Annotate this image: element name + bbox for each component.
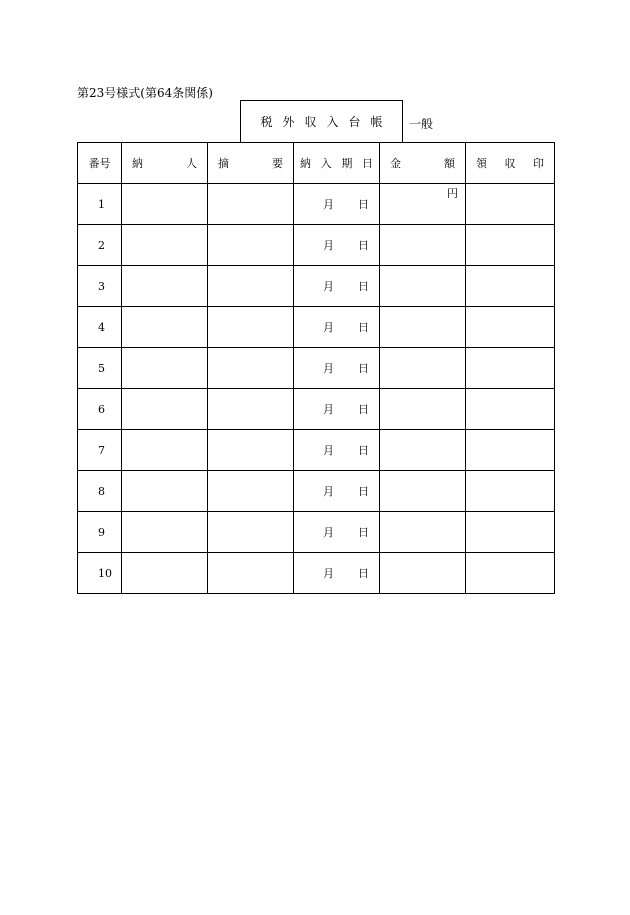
header-row xyxy=(78,143,555,184)
amount-cell[interactable] xyxy=(380,266,466,307)
day-label: 日 xyxy=(358,198,369,211)
day-label: 日 xyxy=(358,239,369,252)
row-number: 3 xyxy=(78,266,122,307)
row-number: 6 xyxy=(78,389,122,430)
description-cell[interactable] xyxy=(208,430,294,471)
day-label: 日 xyxy=(358,567,369,580)
payment-date-cell[interactable] xyxy=(294,430,380,471)
table-row xyxy=(78,307,555,348)
yen-unit-label: 円 xyxy=(447,187,458,200)
day-label: 日 xyxy=(358,403,369,416)
ledger-title-suffix: 一般 xyxy=(409,117,434,131)
amount-cell[interactable] xyxy=(380,307,466,348)
table-row xyxy=(78,348,555,389)
row-number: 5 xyxy=(78,348,122,389)
header-payer: 納人 xyxy=(122,143,208,184)
description-cell[interactable] xyxy=(208,225,294,266)
row-number: 4 xyxy=(78,307,122,348)
ledger-table xyxy=(77,142,555,594)
payer-cell[interactable] xyxy=(122,184,208,225)
receipt-seal-cell[interactable] xyxy=(466,389,555,430)
description-cell[interactable] xyxy=(208,471,294,512)
month-label: 月 xyxy=(323,321,334,334)
header-receipt-seal: 領収印 xyxy=(466,143,555,184)
description-cell[interactable] xyxy=(208,553,294,594)
day-label: 日 xyxy=(358,321,369,334)
day-label: 日 xyxy=(358,485,369,498)
payment-date-cell[interactable] xyxy=(294,512,380,553)
day-label: 日 xyxy=(358,526,369,539)
amount-cell[interactable] xyxy=(380,348,466,389)
table-row xyxy=(78,471,555,512)
payer-cell[interactable] xyxy=(122,471,208,512)
description-cell[interactable] xyxy=(208,512,294,553)
payer-cell[interactable] xyxy=(122,389,208,430)
payment-date-cell[interactable] xyxy=(294,471,380,512)
amount-cell[interactable] xyxy=(380,225,466,266)
form-number-label: 第23号様式(第64条関係) xyxy=(77,86,213,100)
description-cell[interactable] xyxy=(208,389,294,430)
amount-cell[interactable] xyxy=(380,430,466,471)
table-row xyxy=(78,430,555,471)
description-cell[interactable] xyxy=(208,184,294,225)
row-number: 7 xyxy=(78,430,122,471)
payer-cell[interactable] xyxy=(122,307,208,348)
payment-date-cell[interactable] xyxy=(294,553,380,594)
row-number: 9 xyxy=(78,512,122,553)
row-number: 1 xyxy=(78,184,122,225)
receipt-seal-cell[interactable] xyxy=(466,512,555,553)
receipt-seal-cell[interactable] xyxy=(466,430,555,471)
description-cell[interactable] xyxy=(208,348,294,389)
payment-date-cell[interactable] xyxy=(294,348,380,389)
month-label: 月 xyxy=(323,280,334,293)
month-label: 月 xyxy=(323,444,334,457)
receipt-seal-cell[interactable] xyxy=(466,553,555,594)
receipt-seal-cell[interactable] xyxy=(466,225,555,266)
payer-cell[interactable] xyxy=(122,225,208,266)
header-payment-date: 納入期日 xyxy=(294,143,380,184)
table-row xyxy=(78,184,555,225)
row-number: 2 xyxy=(78,225,122,266)
month-label: 月 xyxy=(323,567,334,580)
day-label: 日 xyxy=(358,444,369,457)
payment-date-cell[interactable] xyxy=(294,389,380,430)
payment-date-cell[interactable] xyxy=(294,184,380,225)
description-cell[interactable] xyxy=(208,307,294,348)
payer-cell[interactable] xyxy=(122,430,208,471)
description-cell[interactable] xyxy=(208,266,294,307)
header-description: 摘要 xyxy=(208,143,294,184)
payment-date-cell[interactable] xyxy=(294,225,380,266)
receipt-seal-cell[interactable] xyxy=(466,471,555,512)
month-label: 月 xyxy=(323,239,334,252)
payer-cell[interactable] xyxy=(122,348,208,389)
ledger-title: 税外収入台帳 xyxy=(240,100,403,142)
ledger-body xyxy=(78,184,555,594)
amount-cell[interactable] xyxy=(380,471,466,512)
day-label: 日 xyxy=(358,280,369,293)
payer-cell[interactable] xyxy=(122,266,208,307)
month-label: 月 xyxy=(323,403,334,416)
month-label: 月 xyxy=(323,362,334,375)
payer-cell[interactable] xyxy=(122,512,208,553)
table-row xyxy=(78,389,555,430)
month-label: 月 xyxy=(323,198,334,211)
payer-cell[interactable] xyxy=(122,553,208,594)
table-row xyxy=(78,225,555,266)
table-row xyxy=(78,553,555,594)
row-number: 10 xyxy=(78,553,122,594)
amount-cell[interactable] xyxy=(380,553,466,594)
amount-cell[interactable] xyxy=(380,512,466,553)
month-label: 月 xyxy=(323,526,334,539)
receipt-seal-cell[interactable] xyxy=(466,348,555,389)
amount-cell[interactable] xyxy=(380,389,466,430)
payment-date-cell[interactable] xyxy=(294,266,380,307)
day-label: 日 xyxy=(358,362,369,375)
header-number: 番号 xyxy=(78,143,122,184)
receipt-seal-cell[interactable] xyxy=(466,184,555,225)
row-number: 8 xyxy=(78,471,122,512)
receipt-seal-cell[interactable] xyxy=(466,307,555,348)
amount-cell[interactable] xyxy=(380,184,466,225)
month-label: 月 xyxy=(323,485,334,498)
table-row xyxy=(78,512,555,553)
receipt-seal-cell[interactable] xyxy=(466,266,555,307)
table-row xyxy=(78,266,555,307)
payment-date-cell[interactable] xyxy=(294,307,380,348)
header-amount: 金額 xyxy=(380,143,466,184)
